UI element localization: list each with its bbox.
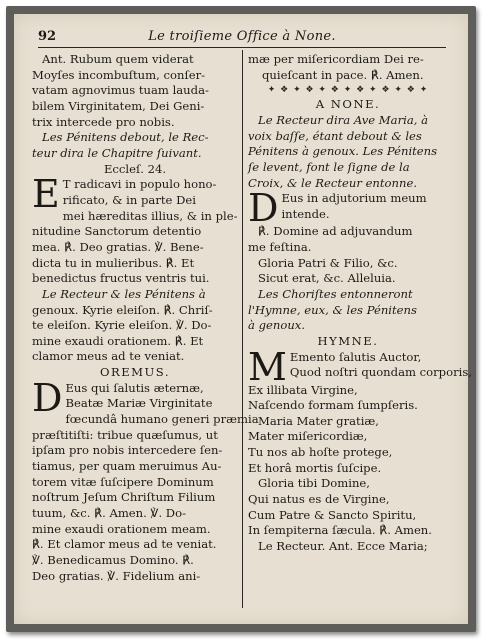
prayer-text [32,375,259,585]
drop-cap: M [248,344,287,389]
text-line: Le Recteur & les Pénitens à [42,286,206,301]
text-line: nitudine Sanctorum detentio [32,224,202,239]
text-line: vatam agnovimus tuam lauda- [32,83,209,98]
rubric-kyrie [32,287,238,365]
text-line: Qui natus es de Virgine, [248,492,390,507]
text-line: Eus qui ſalutis æternæ, [65,380,204,395]
text-line: mine exaudi orationem meam. [32,521,211,536]
text-line: me feſtina. [248,239,312,254]
text-line: mei hæreditas illius, & in ple- [62,208,238,223]
text-line: te eleiſon. Kyrie eleiſon. ℣. Do- [32,318,212,333]
text-line: Emento ſalutis Auctor, [289,349,422,364]
text-line: Pénitens à genoux. Les Pénitens [248,144,438,159]
text-line: noſtrum Jeſum Chriſtum Filium [32,490,216,505]
text-line: rificato, & in parte Dei [62,192,196,207]
drop-cap: E [32,172,60,217]
running-title: Le troiſieme Office à None. [148,29,336,44]
text-line: Gloria tibi Domine, [258,476,370,491]
text-line: Croix, & le Recteur entonne. [248,175,418,190]
drop-cap: D [248,186,279,231]
text-line: Quod noſtri quondam corporis, [289,365,472,380]
responses [248,224,448,287]
text-line: mine exaudi orationem. ℟. Et [32,333,204,348]
text-line: mæ per miſericordiam Dei re- [248,52,424,66]
text-line: In ſempiterna ſæcula. ℟. Amen. [248,523,432,538]
page-number: 92 [38,29,57,44]
antiphon [32,52,238,130]
versicle-deus [248,186,448,231]
text-line: Ant. Rubum quem viderat [42,52,194,66]
text-line: fœcundâ humano generi præmia [65,412,259,427]
text-line: T radicavi in populo hono- [62,177,217,192]
text-line: ℣. Benedicamus Domino. ℟. [32,553,194,567]
text-line: Le Recteur. Ant. Ecce Maria; [258,539,428,554]
text-line: Moyſes incombuſtum, conſer- [32,67,206,82]
text-line: Sicut erat, &c. Alleluia. [258,271,396,286]
text-line: mea. ℟. Deo gratias. ℣. Bene- [32,239,204,254]
text-line: clamor meus ad te veniat. [32,349,185,364]
hymn-verses [248,383,448,555]
text-line: benedictus fructus ventris tui. [32,271,210,286]
text-line: l'Hymne, eux, & les Pénitens [248,302,417,317]
text-line: ℟. Et clamor meus ad te veniat. [32,537,217,552]
text-line: Eus in adjutorium meum [281,191,427,206]
text-line: intende. [281,206,330,221]
text-line: genoux. Kyrie eleiſon. ℟. Chriſ- [32,302,213,317]
text-line: trix intercede pro nobis. [32,114,175,129]
text-line: voix baſſe, étant debout & les [248,128,422,143]
hymn-opening [248,344,472,389]
rubric [248,113,448,191]
text-line: Les Choriſtes entonneront [258,286,413,301]
text-line: Maria Mater gratiæ, [258,413,379,428]
photo-frame [6,6,476,632]
ornament-divider: ✦ ❖ ✦ ❖ ✦ ❖ ✦ ❖ ✦ ❖ ✦ ❖ ✦ [267,85,429,96]
text-line: præſtitiſti: tribue quæſumus, ut [32,427,218,442]
scripture-reference: Eccleſ. 24. [103,161,167,176]
hymn-title: HYMNE. [317,333,379,348]
text-line: à genoux. [248,318,306,333]
text-line: Ex illibata Virgine, [248,382,358,397]
text-line: ſe levent, font le ſigne de la [248,159,410,174]
text-line: Deo gratias. ℣. Fidelium ani- [32,568,201,583]
text-line: Les Pénitens debout, le Rec- [42,130,209,145]
text-line: Le Recteur dira Ave Maria, à [258,112,429,127]
text-line: Tu nos ab hoſte protege, [248,445,393,460]
text-line: bilem Virginitatem, Dei Geni- [32,98,205,113]
text-line: tiamus, per quam meruimus Au- [32,459,222,474]
book-page [14,14,472,624]
section-title: A NONE. [315,97,381,112]
text-line: Naſcendo formam ſumpſeris. [248,398,418,413]
text-line: dicta tu in mulieribus. ℟. Et [32,255,195,270]
text-line: ℟. Domine ad adjuvandum [258,224,413,239]
text-line: teur dira le Chapitre ſuivant. [32,145,202,160]
text-line: Mater miſericordiæ, [248,429,368,444]
right-column [248,52,472,555]
left-column [32,52,259,584]
rubric [248,287,448,334]
text-line: Et horâ mortis ſuſcipe. [248,460,382,475]
text-line: quieſcant in pace. ℟. Amen. [262,67,424,82]
oremus-heading: OREMUS. [99,365,171,380]
header-rule [38,47,446,48]
text-line: ipſam pro nobis intercedere ſen- [32,443,223,458]
rubric [32,130,238,161]
text-line: Gloria Patri & Filio, &c. [258,255,398,270]
text-line: Beatæ Mariæ Virginitate [65,396,213,411]
chapter-text [32,172,238,287]
drop-cap: D [32,375,63,420]
running-header [38,28,446,46]
text-line: Cum Patre & Sancto Spiritu, [248,507,417,522]
text-line: torem vitæ ſuſcipere Dominum [32,474,214,489]
column-divider [242,50,243,608]
text-line: tuum, &c. ℟. Amen. ℣. Do- [32,506,187,521]
